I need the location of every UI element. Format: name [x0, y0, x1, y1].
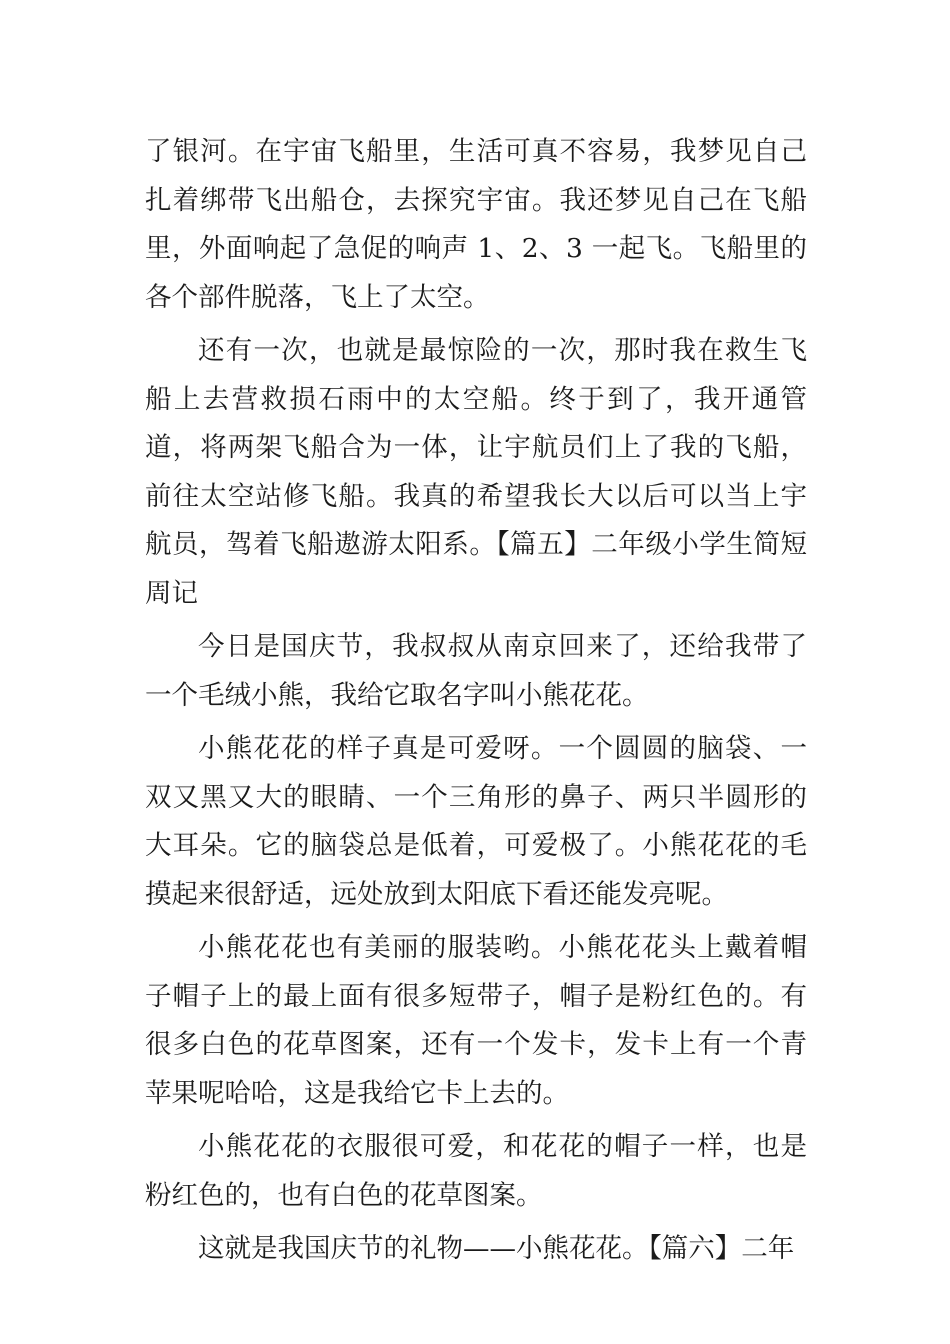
paragraph-3: 今日是国庆节，我叔叔从南京回来了，还给我带了一个毛绒小熊，我给它取名字叫小熊花花。 — [145, 631, 807, 711]
paragraph-7: 这就是我国庆节的礼物——小熊花花。【篇六】二年 — [198, 1233, 795, 1264]
paragraph-4: 小熊花花的样子真是可爱呀。一个圆圆的脑袋、一双又黑又大的眼睛、一个三角形的鼻子、两只半圆形的大耳朵。它的脑袋总是低着，可爱极了。小熊花花的毛摸起来很舒适，远处放到太阳底下看还能发亮呢。 — [145, 733, 807, 910]
paragraph-5: 小熊花花也有美丽的服装哟。小熊花花头上戴着帽子帽子上的最上面有很多短带子，帽子是粉红色的。有很多白色的花草图案，还有一个发卡，发卡上有一个青苹果呢哈哈，这是我给它卡上去的。 — [145, 932, 807, 1109]
document-body — [145, 128, 807, 1279]
paragraph-1: 了银河。在宇宙飞船里，生活可真不容易，我梦见自己扎着绑带飞出船仓，去探究宇宙。我还梦见自己在飞船里，外面响起了急促的响声 1、2、3 一起飞。飞船里的各个部件脱落，飞上了太空。 — [145, 136, 807, 313]
paragraph-2: 还有一次，也就是最惊险的一次，那时我在救生飞船上去营救损石雨中的太空船。终于到了，我开通管道，将两架飞船合为一体，让宇航员们上了我的飞船，前往太空站修飞船。我真的希望我长大以后可以当上宇航员，驾着飞船遨游太阳系。【篇五】二年级小学生简短周记 — [145, 335, 807, 609]
paragraph-6: 小熊花花的衣服很可爱，和花花的帽子一样，也是粉红色的，也有白色的花草图案。 — [145, 1131, 807, 1211]
